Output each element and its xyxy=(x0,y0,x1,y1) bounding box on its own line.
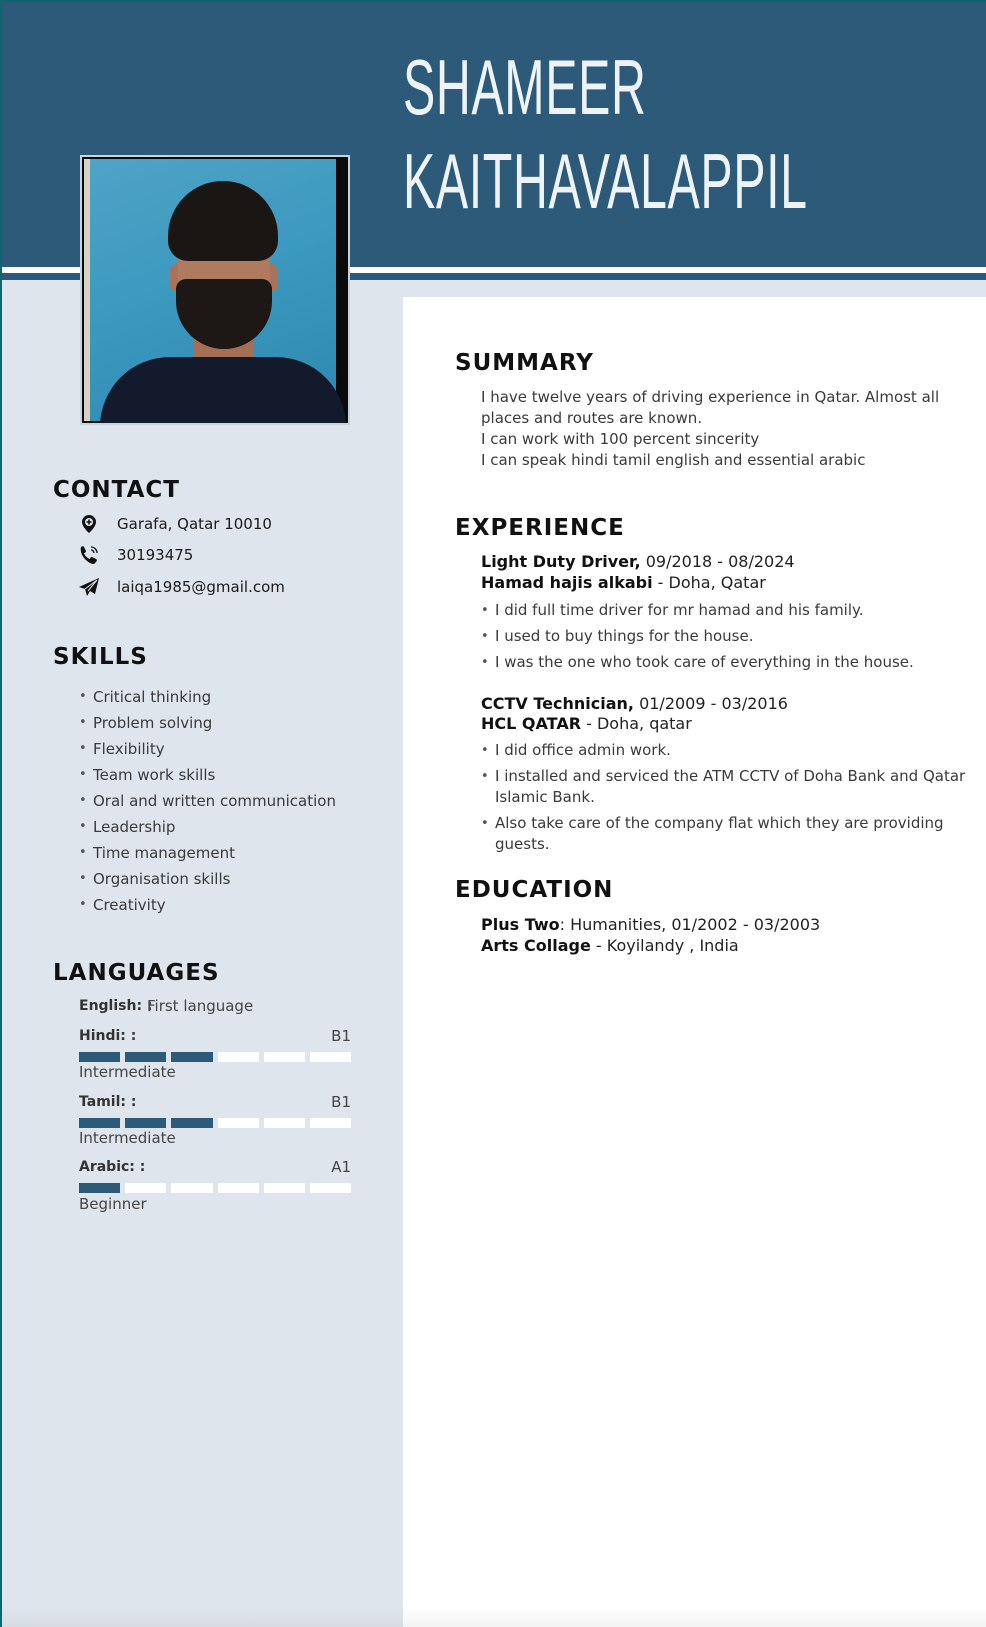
language-desc: Beginner xyxy=(79,1195,147,1213)
summary-text xyxy=(481,387,971,471)
proficiency-segment-empty xyxy=(125,1183,166,1193)
language-english-name: English: : xyxy=(79,998,153,1014)
job-bullet: • I did full time driver for mr hamad and his family. xyxy=(481,600,971,621)
summary-heading: SUMMARY xyxy=(455,350,594,376)
phone-icon xyxy=(78,544,100,566)
job-title: CCTV Technician, xyxy=(481,694,634,713)
skill-item: • Team work skills xyxy=(79,762,336,788)
education-heading: EDUCATION xyxy=(455,877,614,903)
sidebar-fade xyxy=(0,1607,403,1627)
photo-background xyxy=(90,159,336,421)
job-title: Light Duty Driver, xyxy=(481,552,641,571)
language-level: B1 xyxy=(331,1093,351,1111)
job-dates: 01/2009 - 03/2016 xyxy=(633,694,788,713)
contact-heading: CONTACT xyxy=(53,477,180,503)
main-fade xyxy=(403,1607,986,1627)
language-english-value: First language xyxy=(147,997,254,1015)
languages-heading: LANGUAGES xyxy=(53,960,220,986)
proficiency-segment-empty xyxy=(310,1052,351,1062)
language-proficiency-bar xyxy=(79,1183,351,1193)
language-desc: Intermediate xyxy=(79,1129,176,1147)
photo-beard xyxy=(176,279,272,349)
job-company-line xyxy=(481,573,766,592)
language-level: A1 xyxy=(331,1158,351,1176)
proficiency-segment-filled xyxy=(125,1052,166,1062)
education-degree: Plus Two xyxy=(481,915,560,934)
education-school: Arts Collage xyxy=(481,936,591,955)
proficiency-segment-empty xyxy=(218,1118,259,1128)
proficiency-segment-empty xyxy=(310,1183,351,1193)
proficiency-segment-filled xyxy=(125,1118,166,1128)
education-detail: : Humanities, 01/2002 - 03/2003 xyxy=(559,915,821,934)
job-company-line xyxy=(481,714,692,733)
proficiency-segment-empty xyxy=(218,1052,259,1062)
proficiency-segment-filled xyxy=(79,1118,120,1128)
profile-photo xyxy=(80,155,350,425)
education-degree-line xyxy=(481,915,820,934)
education-location: - Koyilandy , India xyxy=(590,936,739,955)
summary-line: I have twelve years of driving experience in Qatar. Almost all places and routes are known. xyxy=(481,388,940,427)
skill-item: • Time management xyxy=(79,840,336,866)
job-bullet: • I installed and serviced the ATM CCTV of Doha Bank and Qatar Islamic Bank. xyxy=(481,766,971,808)
job-bullets xyxy=(481,600,971,678)
proficiency-segment-empty xyxy=(264,1118,305,1128)
job-company: Hamad hajis alkabi xyxy=(481,573,653,592)
job-bullet: • I was the one who took care of everything in the house. xyxy=(481,652,971,673)
contact-email-text[interactable]: laiqa1985@gmail.com xyxy=(117,578,285,596)
top-border xyxy=(0,0,986,2)
language-name: Hindi: : xyxy=(79,1028,137,1044)
job-dates: 09/2018 - 08/2024 xyxy=(640,552,795,571)
experience-heading: EXPERIENCE xyxy=(455,515,625,541)
language-name: Tamil: : xyxy=(79,1094,137,1110)
photo-shirt xyxy=(100,357,346,425)
location-pin-icon xyxy=(78,513,100,535)
proficiency-segment-filled xyxy=(79,1052,120,1062)
proficiency-segment-filled xyxy=(171,1052,212,1062)
language-level: B1 xyxy=(331,1027,351,1045)
proficiency-segment-empty xyxy=(171,1183,212,1193)
contact-location-text: Garafa, Qatar 10010 xyxy=(117,515,272,533)
language-name: Arabic: : xyxy=(79,1159,146,1175)
skill-item: • Leadership xyxy=(79,814,336,840)
main-panel xyxy=(403,297,986,1627)
proficiency-segment-empty xyxy=(218,1183,259,1193)
language-proficiency-bar xyxy=(79,1052,351,1062)
main-top-strip xyxy=(403,280,986,297)
contact-location xyxy=(78,513,272,535)
job-bullet: • I did office admin work. xyxy=(481,740,971,761)
language-proficiency-bar xyxy=(79,1118,351,1128)
first-name: SHAMEER xyxy=(403,43,647,131)
job-company: HCL QATAR xyxy=(481,714,582,733)
language-desc: Intermediate xyxy=(79,1063,176,1081)
left-border xyxy=(0,0,2,1627)
summary-line: I can work with 100 percent sincerity xyxy=(481,430,760,448)
job-title-line xyxy=(481,552,795,571)
skill-item: • Creativity xyxy=(79,892,336,918)
proficiency-segment-filled xyxy=(79,1183,120,1193)
proficiency-segment-empty xyxy=(310,1118,351,1128)
contact-phone-text: 30193475 xyxy=(117,546,194,564)
job-location: - Doha, Qatar xyxy=(652,573,766,592)
skills-heading: SKILLS xyxy=(53,644,148,670)
photo-hair xyxy=(168,181,278,261)
last-name: KAITHAVALAPPIL xyxy=(403,137,808,225)
job-title-line xyxy=(481,694,788,713)
proficiency-segment-empty xyxy=(264,1052,305,1062)
skills-list xyxy=(79,684,336,918)
proficiency-segment-empty xyxy=(264,1183,305,1193)
job-bullet: • Also take care of the company flat which they are providing guests. xyxy=(481,813,971,855)
job-bullets xyxy=(481,740,971,860)
job-location: - Doha, qatar xyxy=(581,714,692,733)
skill-item: • Organisation skills xyxy=(79,866,336,892)
summary-line: I can speak hindi tamil english and essential arabic xyxy=(481,451,866,469)
contact-email[interactable] xyxy=(78,576,285,598)
contact-phone xyxy=(78,544,194,566)
send-paper-plane-icon xyxy=(78,576,100,598)
proficiency-segment-filled xyxy=(171,1118,212,1128)
skill-item: • Oral and written communication xyxy=(79,788,336,814)
skill-item: • Critical thinking xyxy=(79,684,336,710)
education-school-line xyxy=(481,936,739,955)
skill-item: • Flexibility xyxy=(79,736,336,762)
job-bullet: • I used to buy things for the house. xyxy=(481,626,971,647)
skill-item: • Problem solving xyxy=(79,710,336,736)
